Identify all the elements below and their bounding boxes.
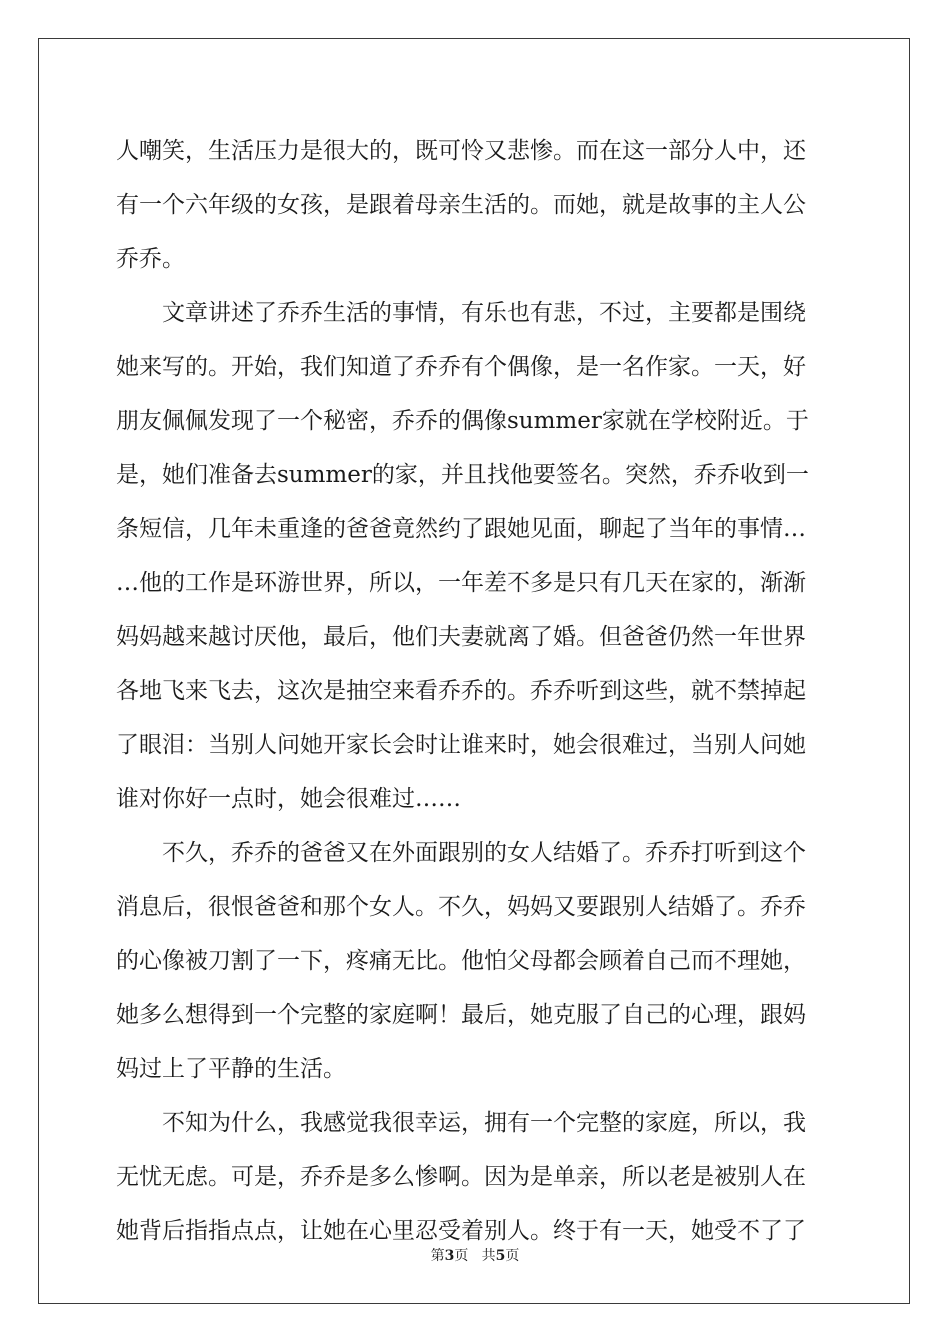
text-line: 人嘲笑，生活压力是很大的，既可怜又悲惨。而在这一部分人中，还 (116, 138, 806, 164)
page-footer (0, 1245, 950, 1265)
text-line: 谁对你好一点时，她会很难过…… (116, 786, 461, 812)
page-number-prefix: 第 (430, 1248, 445, 1264)
text-line: 了眼泪：当别人问她开家长会时让谁来时，她会很难过，当别人问她 (116, 732, 806, 758)
total-pages-suffix: 页 (505, 1248, 520, 1264)
total-pages: 5 (495, 1248, 506, 1264)
text-line: 她多么想得到一个完整的家庭啊！最后，她克服了自己的心理，跟妈 (116, 1002, 806, 1028)
page-number-suffix: 页 (454, 1248, 469, 1264)
text-line: 是，她们准备去summer的家，并且找他要签名。突然，乔乔收到一 (116, 462, 809, 488)
text-line: 乔乔。 (116, 246, 185, 272)
text-line: 朋友佩佩发现了一个秘密，乔乔的偶像summer家就在学校附近。于 (116, 408, 809, 434)
paragraph-first-line: 文章讲述了乔乔生活的事情，有乐也有悲，不过，主要都是围绕 (162, 300, 806, 326)
text-line: 无忧无虑。可是，乔乔是多么惨啊。因为是单亲，所以老是被别人在 (116, 1164, 806, 1190)
text-line: 有一个六年级的女孩，是跟着母亲生活的。而她，就是故事的主人公 (116, 192, 806, 218)
text-line: 各地飞来飞去，这次是抽空来看乔乔的。乔乔听到这些，就不禁掉起 (116, 678, 806, 704)
text-line: 妈过上了平静的生活。 (116, 1056, 346, 1082)
text-line: 的心像被刀割了一下，疼痛无比。他怕父母都会顾着自己而不理她， (116, 948, 806, 974)
text-line: 她来写的。开始，我们知道了乔乔有个偶像，是一名作家。一天，好 (116, 354, 806, 380)
text-line: 她背后指指点点，让她在心里忍受着别人。终于有一天，她受不了了 (116, 1218, 806, 1244)
text-line: 妈妈越来越讨厌他，最后，他们夫妻就离了婚。但爸爸仍然一年世界 (116, 624, 806, 650)
text-line: 条短信，几年未重逢的爸爸竟然约了跟她见面，聊起了当年的事情… (116, 516, 806, 542)
text-line: …他的工作是环游世界，所以，一年差不多是只有几天在家的，渐渐 (116, 570, 806, 596)
text-line: 消息后，很恨爸爸和那个女人。不久，妈妈又要跟别人结婚了。乔乔 (116, 894, 806, 920)
total-pages-prefix: 共 (481, 1248, 496, 1264)
paragraph-first-line: 不久，乔乔的爸爸又在外面跟别的女人结婚了。乔乔打听到这个 (162, 840, 806, 866)
paragraph-first-line: 不知为什么，我感觉我很幸运，拥有一个完整的家庭，所以，我 (162, 1110, 806, 1136)
page-number: 3 (444, 1248, 455, 1264)
